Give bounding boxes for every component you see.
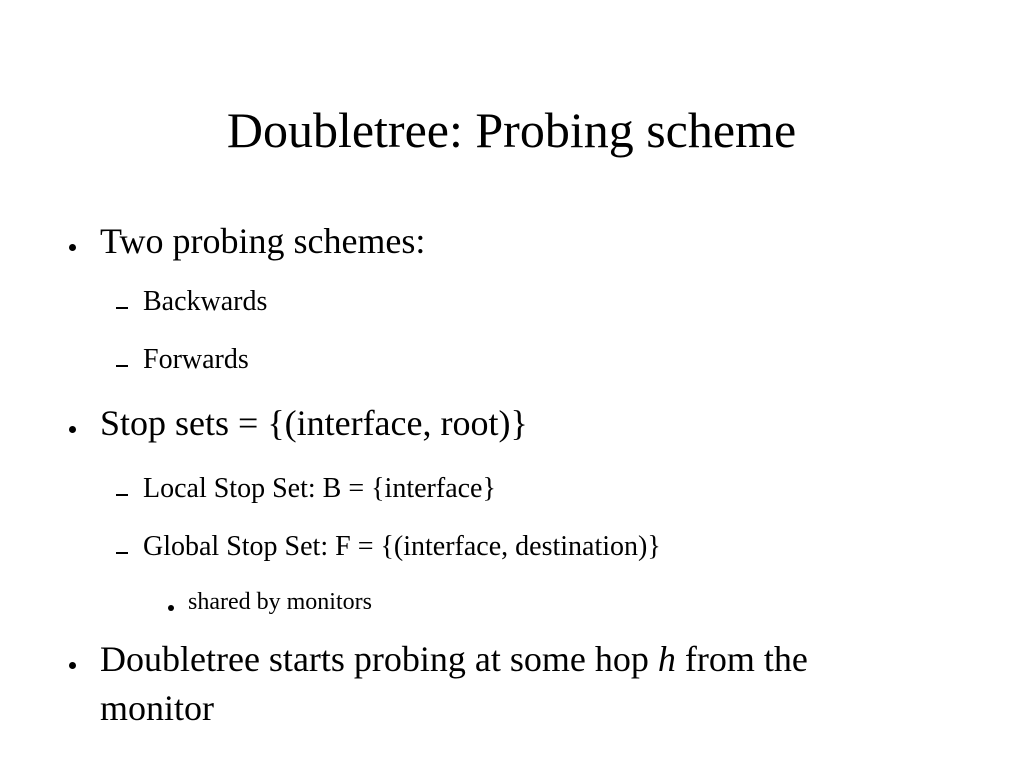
bullet-dot-icon <box>69 244 76 251</box>
dash-icon <box>116 552 128 554</box>
sub-sub-bullet-text: shared by monitors <box>188 589 372 615</box>
bullet-text <box>100 635 808 683</box>
sub-bullet-text: Local Stop Set: B = {interface} <box>143 473 496 504</box>
bullet-dot-icon <box>69 662 76 669</box>
dash-icon <box>116 307 128 309</box>
dash-icon <box>116 494 128 496</box>
sub-bullet-text: Global Stop Set: F = {(interface, destination)} <box>143 531 661 562</box>
bullet-dot-icon <box>69 426 76 433</box>
slide-title: Doubletree: Probing scheme <box>226 102 797 158</box>
bullet-text-part: Doubletree starts probing at some hop <box>100 639 658 679</box>
bullet-dot-icon <box>168 605 174 611</box>
bullet-text-continued: monitor <box>100 688 214 728</box>
bullet-text-italic: h <box>657 639 676 679</box>
dash-icon <box>116 365 128 367</box>
bullet-text: Stop sets = {(interface, root)} <box>100 403 528 443</box>
sub-bullet-text: Backwards <box>143 286 268 317</box>
bullet-text-part: from the <box>675 639 808 679</box>
bullet-text: Two probing schemes: <box>100 221 426 261</box>
sub-bullet-text: Forwards <box>143 344 249 375</box>
